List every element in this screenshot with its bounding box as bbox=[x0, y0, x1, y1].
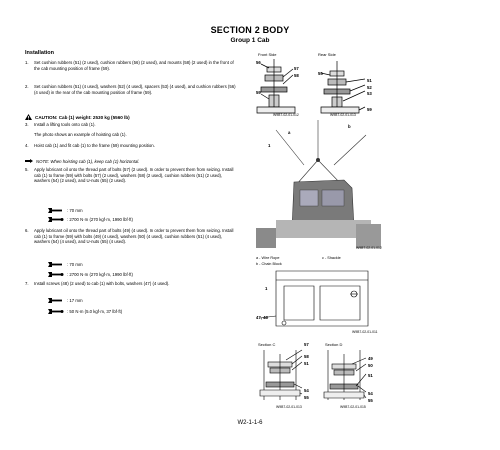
step-3-subtext: The photo shows an example of hoisting cab (1). bbox=[34, 132, 127, 137]
step-5-torque-spec bbox=[48, 217, 133, 222]
figure-code-4: W9B7-02-01-011 bbox=[352, 330, 378, 334]
step-7-wrench-spec bbox=[48, 298, 83, 303]
torque-wrench-icon bbox=[48, 309, 64, 314]
wrench-icon bbox=[48, 298, 64, 303]
note-hand-icon bbox=[25, 158, 33, 164]
legend-a: a - Wire Rope bbox=[256, 256, 280, 260]
step-3-number: 3. bbox=[25, 122, 29, 127]
callout-52: 52 bbox=[367, 85, 372, 90]
step-5-text: Apply lubricant oil onto the thread part of bolts (57) (2 used). In order to prevent them from seizing. Install cab (1) to frame (59) with bolts (57) (2 used), washers (58) (2 used), cushion rubbers (51) (2 used), washers (54) (2 used), and U-nuts (55) (2 used). bbox=[34, 167, 234, 184]
note-block bbox=[25, 158, 139, 164]
step-5-wrench-spec bbox=[48, 208, 83, 213]
hoist-photo bbox=[256, 120, 381, 248]
figure-code-2: W9B7-02-01-013 bbox=[330, 113, 356, 117]
legend-c: c - Shackle bbox=[322, 256, 341, 260]
callout-55c: 55 bbox=[368, 398, 373, 403]
torque-wrench-icon bbox=[48, 217, 64, 222]
callout-57: 57 bbox=[294, 66, 299, 71]
figure-code-5: W9B7-02-01-013 bbox=[276, 405, 302, 409]
warning-icon bbox=[25, 114, 32, 120]
step-2-text: Set cushion rubbers (51) (4 used), washers (52) (4 used), spacers (53) (4 used), and cushion rubbers (56) (4 used) in the rear of the cab mounting position of frame (59). bbox=[34, 84, 236, 95]
step-6-wrench-size: : 70 mm bbox=[67, 262, 83, 267]
callout-55: 55 bbox=[318, 71, 323, 76]
step-7-wrench-size: : 17 mm bbox=[67, 298, 83, 303]
step-7-torque-value: : 50 N·m (5.0 kgf·m, 37 lbf·ft) bbox=[67, 309, 123, 314]
callout-47-48: 47, 48 bbox=[256, 315, 268, 320]
step-6-torque-spec bbox=[48, 272, 133, 277]
step-1-number: 1. bbox=[25, 60, 29, 65]
callout-50: 50 bbox=[368, 363, 373, 368]
note-text: NOTE: When hoisting cab (1), keep cab (1) horizontal. bbox=[36, 158, 140, 164]
section-title: SECTION 2 BODY bbox=[210, 25, 290, 35]
step-7-number: 7. bbox=[25, 281, 29, 286]
step-6-torque-value: : 2700 N·m (270 kgf·m, 1990 lbf·ft) bbox=[67, 272, 133, 277]
mount-detail-figure bbox=[255, 57, 380, 117]
section-c-label: Section C bbox=[258, 342, 276, 347]
callout-57b: 57 bbox=[304, 342, 309, 347]
step-7-torque-spec bbox=[48, 309, 122, 314]
callout-55b: 55 bbox=[304, 395, 309, 400]
callout-51: 51 bbox=[367, 78, 372, 83]
callout-59: 59 bbox=[256, 90, 261, 95]
callout-54b: 54 bbox=[368, 391, 373, 396]
step-6-text: Apply lubricant oil onto the thread part of bolts (49) (4 used). In order to prevent them from seizing. Install cab (1) to frame (59) with bolts (49) (4 used), washers (50) (4 used), cushion rubbers (51) (4 used), washers (54) (4 used), and U-nuts (55) (4 used). bbox=[34, 228, 234, 245]
caution-block bbox=[25, 114, 130, 120]
callout-1: 1 bbox=[268, 143, 271, 148]
figure-code-6: W9B7-02-01-015 bbox=[340, 405, 366, 409]
callout-58b: 58 bbox=[304, 354, 309, 359]
page-number: W2-1-1-6 bbox=[237, 420, 263, 426]
figure-code-1: W9B7-02-01-012 bbox=[273, 113, 299, 117]
step-6-number: 6. bbox=[25, 228, 29, 233]
front-side-label: Front Side bbox=[258, 52, 277, 57]
legend-b-text: Chain Block bbox=[261, 262, 282, 266]
step-5-number: 5. bbox=[25, 167, 29, 172]
callout-a: a bbox=[288, 130, 291, 135]
section-detail-figure bbox=[256, 346, 386, 404]
callout-49: 49 bbox=[368, 356, 373, 361]
group-title: Group 1 Cab bbox=[230, 37, 270, 44]
callout-b: b bbox=[348, 124, 351, 129]
legend-c-text: Shackle bbox=[327, 256, 341, 260]
step-7-text: Install screws (48) (2 used) to cab (1) with bolts, washers (47) (4 used). bbox=[34, 281, 170, 286]
wrench-icon bbox=[48, 208, 64, 213]
cab-line-drawing bbox=[256, 268, 381, 330]
step-5-wrench-size: : 70 mm bbox=[67, 208, 83, 213]
step-3-text: Install a lifting tools onto cab (1). bbox=[34, 122, 96, 127]
callout-58: 58 bbox=[294, 73, 299, 78]
torque-wrench-icon bbox=[48, 272, 64, 277]
legend-a-text: Wire Rope bbox=[261, 256, 280, 260]
step-6-wrench-spec bbox=[48, 262, 83, 267]
step-5-torque-value: : 2700 N·m (270 kgf·m, 1990 lbf·ft) bbox=[67, 217, 133, 222]
step-4-text: Hoist cab (1) and fit cab (1) to the frame (59) mounting position. bbox=[34, 143, 155, 148]
figure-code-3: W9B7-02-01-012 bbox=[356, 246, 382, 250]
callout-1b: 1 bbox=[265, 286, 268, 291]
callout-53: 53 bbox=[367, 91, 372, 96]
step-2-number: 2. bbox=[25, 84, 29, 89]
callout-54: 54 bbox=[304, 388, 309, 393]
caution-text: CAUTION: Cab (1) weight: 2530 kg (5560 lb) bbox=[35, 114, 130, 120]
callout-51c: 51 bbox=[368, 373, 373, 378]
installation-heading: Installation bbox=[25, 50, 55, 56]
rear-side-label: Rear Side bbox=[318, 52, 336, 57]
callout-56: 56 bbox=[256, 60, 261, 65]
callout-51b: 51 bbox=[304, 361, 309, 366]
section-d-label: Section D bbox=[325, 342, 343, 347]
wrench-icon bbox=[48, 262, 64, 267]
step-4-number: 4. bbox=[25, 143, 29, 148]
callout-59b: 59 bbox=[367, 107, 372, 112]
legend-b: b - Chain Block bbox=[256, 262, 282, 266]
step-1-text: Set cushion rubbers (51) (2 used), cushion rubbers (56) (2 used), and mounts (58) (2 used) in the front of the cab mounting position of frame (59). bbox=[34, 60, 234, 71]
